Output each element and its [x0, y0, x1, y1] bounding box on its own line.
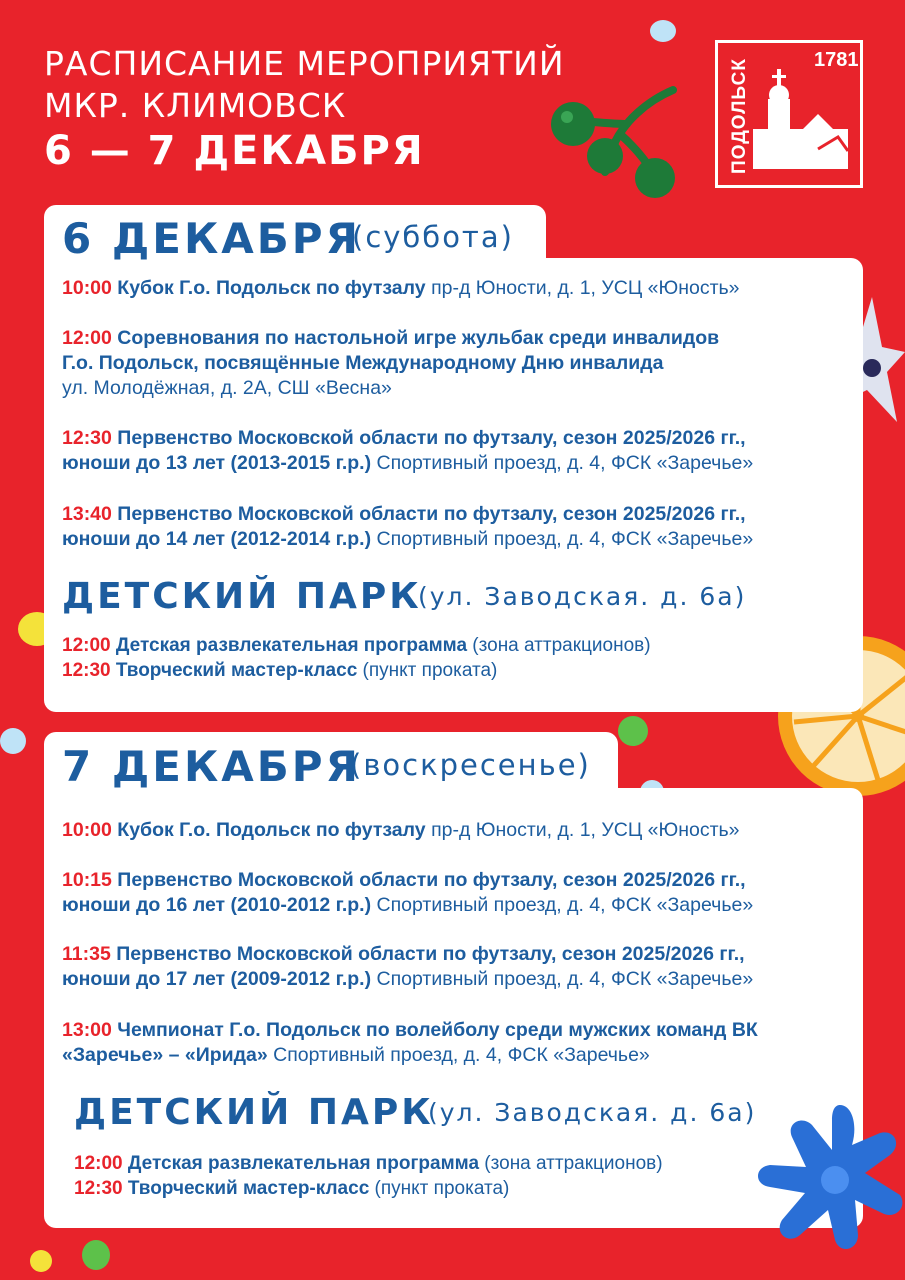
- event-place: пр-д Юности, д. 1, УСЦ «Юность»: [431, 819, 740, 841]
- event-name: Творческий мастер-класс: [127, 1178, 370, 1199]
- day2-park-event: [74, 1177, 509, 1201]
- day1-title: 6 ДЕКАБРЯ: [62, 214, 361, 263]
- church-icon: [748, 59, 858, 179]
- event-time: 12:00: [62, 327, 112, 349]
- event-place: Спортивный проезд, д. 4, ФСК «Заречье»: [376, 452, 754, 474]
- day1-park-event: [62, 659, 497, 683]
- event-time: 10:00: [62, 819, 112, 841]
- event-time: 13:40: [62, 503, 112, 525]
- day1-event: [62, 502, 852, 552]
- confetti-dot: [30, 1250, 52, 1272]
- event-name: Первенство Московской области по футзалу, сезон 2025/2026 гг.,: [117, 869, 746, 891]
- event-time: 12:30: [74, 1178, 123, 1199]
- event-time: 10:00: [62, 277, 112, 299]
- event-place: Спортивный проезд, д. 4, ФСК «Заречье»: [376, 528, 754, 550]
- day1-event: [62, 426, 852, 476]
- header-dates: 6 — 7 ДЕКАБРЯ: [44, 128, 425, 174]
- day1-event: [62, 326, 852, 401]
- event-name: Первенство Московской области по футзалу, сезон 2025/2026 гг.,: [117, 503, 746, 525]
- day2-event: [62, 1018, 852, 1068]
- header-subtitle: МКР. КЛИМОВСК: [44, 86, 347, 125]
- event-name: Чемпионат Г.о. Подольск по волейболу среди мужских команд ВК: [117, 1019, 758, 1041]
- event-place: (пункт проката): [362, 660, 498, 681]
- event-name: Соревнования по настольной игре жульбак среди инвалидов: [117, 327, 720, 349]
- event-place: пр-д Юности, д. 1, УСЦ «Юность»: [431, 277, 740, 299]
- day2-weekday: (воскресенье): [350, 748, 591, 782]
- day2-park-address: (ул. Заводская. д. 6а): [428, 1098, 757, 1127]
- day1-park-event: [62, 634, 651, 658]
- event-time: 12:30: [62, 427, 112, 449]
- event-name: Творческий мастер-класс: [115, 660, 358, 681]
- logo-city-text: ПОДОЛЬСК: [729, 58, 750, 174]
- confetti-dot: [650, 20, 676, 42]
- event-name: Первенство Московской области по футзалу, сезон 2025/2026 гг.,: [117, 427, 746, 449]
- event-time: 12:30: [62, 660, 111, 681]
- event-name: Первенство Московской области по футзалу, сезон 2025/2026 гг.,: [116, 943, 745, 965]
- event-name: Детская развлекательная программа: [115, 635, 468, 656]
- event-place: Спортивный проезд, д. 4, ФСК «Заречье»: [376, 968, 754, 990]
- confetti-dot: [618, 716, 648, 746]
- event-name: юноши до 13 лет (2013-2015 г.р.): [62, 452, 372, 474]
- day2-park-event: [74, 1152, 663, 1176]
- day2-title: 7 ДЕКАБРЯ: [62, 742, 361, 791]
- header-title: РАСПИСАНИЕ МЕРОПРИЯТИЙ: [44, 44, 565, 83]
- berries-icon: [545, 82, 680, 202]
- day2-event: [62, 818, 852, 843]
- event-place: Спортивный проезд, д. 4, ФСК «Заречье»: [273, 1044, 650, 1066]
- event-time: 12:00: [62, 635, 111, 656]
- podolsk-logo: [715, 40, 863, 188]
- event-name: Г.о. Подольск, посвящённые Международному Дню инвалида: [62, 352, 664, 374]
- event-name: Детская развлекательная программа: [127, 1153, 480, 1174]
- event-time: 12:00: [74, 1153, 123, 1174]
- day1-park-address: (ул. Заводская. д. 6а): [418, 582, 747, 611]
- confetti-dot: [82, 1240, 110, 1270]
- event-place: Спортивный проезд, д. 4, ФСК «Заречье»: [376, 894, 754, 916]
- day2-event: [62, 942, 852, 992]
- event-place: ул. Молодёжная, д. 2А, СШ «Весна»: [62, 377, 392, 399]
- event-name: юноши до 17 лет (2009-2012 г.р.): [62, 968, 372, 990]
- event-name: «Заречье» – «Ирида»: [62, 1044, 268, 1066]
- event-name: Кубок Г.о. Подольск по футзалу: [117, 819, 426, 841]
- event-place: (зона аттракционов): [484, 1153, 663, 1174]
- event-place: (зона аттракционов): [472, 635, 651, 656]
- event-name: юноши до 16 лет (2010-2012 г.р.): [62, 894, 372, 916]
- event-time: 10:15: [62, 869, 112, 891]
- confetti-dot: [0, 728, 26, 754]
- day1-event: [62, 276, 852, 301]
- snowflake-icon: [740, 1095, 905, 1280]
- event-time: 11:35: [62, 943, 111, 965]
- day1-weekday: (суббота): [352, 220, 514, 254]
- event-place: (пункт проката): [374, 1178, 510, 1199]
- event-name: юноши до 14 лет (2012-2014 г.р.): [62, 528, 372, 550]
- event-name: Кубок Г.о. Подольск по футзалу: [117, 277, 426, 299]
- day2-park-title: ДЕТСКИЙ ПАРК: [74, 1092, 434, 1133]
- day2-event: [62, 868, 852, 918]
- event-time: 13:00: [62, 1019, 112, 1041]
- logo-year-text: 1781: [814, 49, 859, 71]
- day1-park-title: ДЕТСКИЙ ПАРК: [62, 576, 422, 617]
